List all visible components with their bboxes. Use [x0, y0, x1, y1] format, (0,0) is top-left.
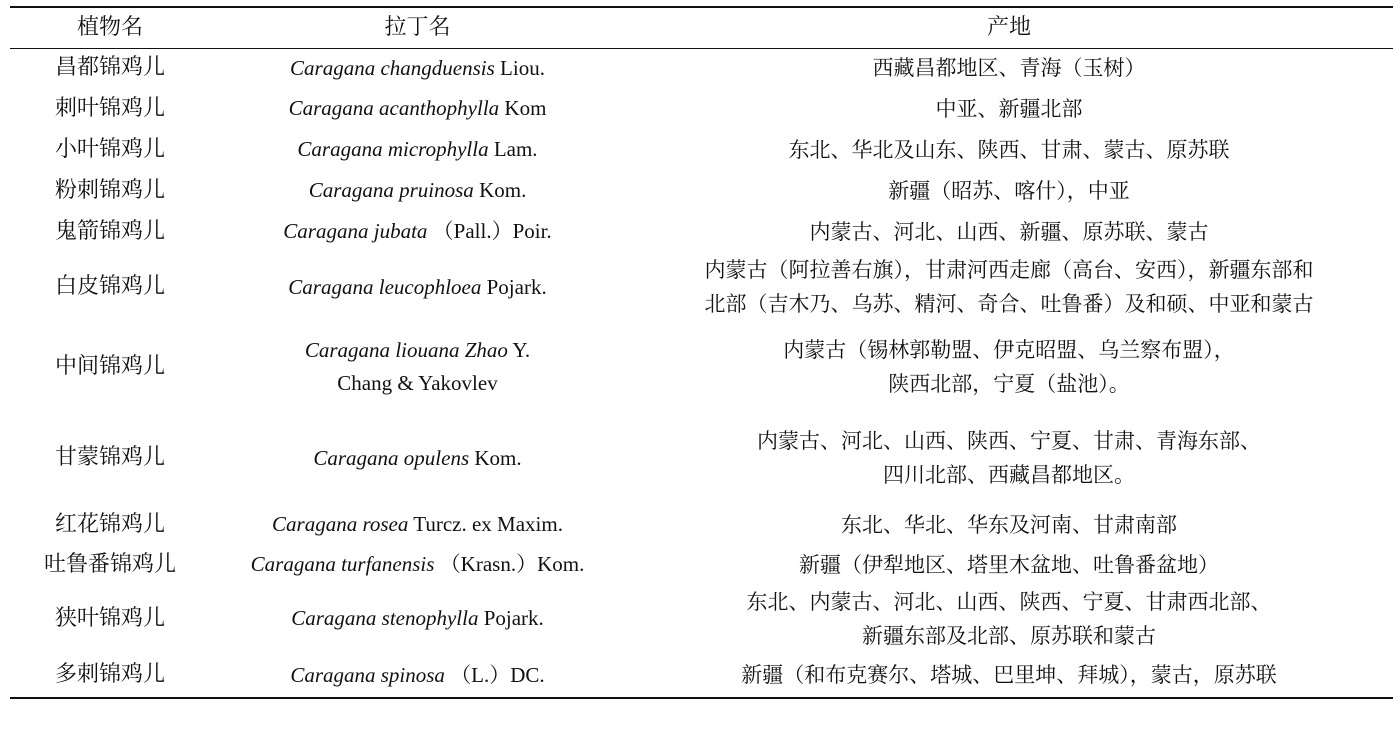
latin-name-cell [210, 322, 625, 412]
latin-author: Pojark. [486, 274, 547, 299]
plant-name-cell: 红花锦鸡儿 [54, 511, 165, 537]
plant-name-cell: 白皮锦鸡儿 [54, 274, 165, 299]
origin-cell [625, 211, 1393, 252]
latin-author: （Pall.）Poir. [432, 219, 552, 243]
origin-line: 中亚、新疆北部 [935, 96, 1083, 121]
latin-author: （Krasn.）Kom. [439, 552, 585, 576]
origin-cell [625, 129, 1393, 170]
latin-name-cell [210, 129, 625, 170]
origin-line: 新疆（和布克赛尔、塔城、巴里坤、拜城），蒙古，原苏联 [741, 663, 1277, 687]
latin-author: Kom [504, 96, 547, 120]
header-latin-name: 拉丁名 [210, 7, 625, 48]
origin-line: 内蒙古、河北、山西、新疆、原苏联、蒙古 [809, 219, 1209, 244]
plant-name-cell: 多刺锦鸡儿 [10, 653, 210, 698]
origin-cell [625, 653, 1393, 698]
latin-genus: Caragana [272, 512, 358, 536]
latin-epithet: microphylla [387, 137, 489, 161]
latin-genus: Caragana [290, 55, 376, 80]
latin-author: Kom. [474, 445, 522, 470]
plant-name-cell: 甘蒙锦鸡儿 [54, 445, 165, 470]
origin-cell [625, 88, 1393, 129]
origin-line: 新疆东部及北部、原苏联和蒙古 [862, 623, 1156, 648]
latin-genus: Caragana [288, 274, 374, 299]
origin-cell [625, 322, 1393, 412]
latin-name-cell [210, 88, 625, 129]
latin-author: （L.）DC. [450, 662, 545, 687]
latin-epithet: rosea [362, 512, 409, 536]
plant-name-cell: 小叶锦鸡儿 [54, 136, 165, 162]
latin-genus: Caragana [308, 178, 394, 202]
latin-genus: Caragana [283, 219, 369, 243]
origin-cell [625, 170, 1393, 211]
latin-author: Turcz. ex Maxim. [413, 512, 563, 536]
latin-epithet: turfanensis [341, 552, 435, 576]
latin-author: Liou. [500, 55, 545, 80]
origin-line: 内蒙古（阿拉善右旗），甘肃河西走廊（高台、安西），新疆东部和 [704, 258, 1314, 282]
origin-line: 四川北部、西藏昌都地区。 [883, 463, 1135, 487]
latin-name-cell [210, 211, 625, 252]
origin-line: 东北、华北、华东及河南、甘肃南部 [841, 512, 1177, 537]
latin-epithet: spinosa [380, 662, 445, 687]
latin-epithet: changduensis [380, 55, 495, 80]
table-row [10, 211, 1393, 252]
latin-epithet: liouana Zhao [395, 338, 508, 362]
plant-name-cell: 刺叶锦鸡儿 [54, 95, 165, 121]
latin-genus: Caragana [250, 552, 336, 576]
table-row [10, 653, 1393, 698]
species-table-container [10, 6, 1393, 699]
latin-name-cell [210, 584, 625, 653]
latin-epithet: stenophylla [381, 606, 479, 630]
latin-epithet: jubata [373, 219, 428, 243]
table-row [10, 48, 1393, 88]
origin-line: 内蒙古、河北、山西、陕西、宁夏、甘肃、青海东部、 [757, 429, 1261, 453]
header-plant-name: 植物名 [10, 7, 210, 48]
table-row [10, 322, 1393, 412]
latin-name-cell [210, 252, 625, 322]
origin-line: 陕西北部，宁夏（盐池）。 [888, 372, 1130, 396]
latin-name-cell [210, 504, 625, 545]
table-row [10, 88, 1393, 129]
origin-cell [625, 545, 1393, 584]
origin-line: 内蒙古（锡林郭勒盟、伊克昭盟、乌兰察布盟）， [783, 338, 1235, 362]
latin-genus: Caragana [288, 96, 374, 120]
latin-author: Kom. [479, 178, 527, 202]
origin-cell [625, 412, 1393, 504]
latin-genus: Caragana [297, 137, 383, 161]
plant-name-cell: 中间锦鸡儿 [54, 354, 165, 379]
latin-name-cell [210, 48, 625, 88]
latin-epithet: opulens [403, 445, 470, 470]
origin-cell [625, 504, 1393, 545]
plant-name-cell: 狭叶锦鸡儿 [54, 605, 165, 631]
table-row [10, 129, 1393, 170]
table-row [10, 584, 1393, 653]
table-row [10, 412, 1393, 504]
origin-cell [625, 584, 1393, 653]
plant-name-cell: 粉刺锦鸡儿 [54, 177, 165, 203]
table-row [10, 545, 1393, 584]
origin-cell [625, 48, 1393, 88]
origin-cell [625, 252, 1393, 322]
latin-epithet: leucophloea [378, 274, 482, 299]
latin-name-cell [210, 170, 625, 211]
origin-line: 东北、华北及山东、陕西、甘肃、蒙古、原苏联 [788, 137, 1230, 162]
latin-genus: Caragana [304, 338, 391, 362]
plant-name-cell: 昌都锦鸡儿 [54, 55, 165, 81]
latin-name-cell [210, 412, 625, 504]
table-row [10, 504, 1393, 545]
header-origin: 产地 [625, 7, 1393, 48]
table-row [10, 252, 1393, 322]
table-header-row [10, 7, 1393, 48]
latin-author: Y. [512, 338, 531, 362]
latin-name-cell [210, 545, 625, 584]
latin-author: Lam. [493, 137, 538, 161]
origin-line: 东北、内蒙古、河北、山西、陕西、宁夏、甘肃西北部、 [746, 589, 1272, 614]
latin-genus: Caragana [290, 662, 376, 687]
latin-author: Pojark. [483, 606, 544, 630]
species-table [10, 6, 1393, 699]
latin-epithet: pruinosa [399, 178, 474, 202]
latin-genus: Caragana [313, 445, 399, 470]
origin-line: 新疆（伊犁地区、塔里木盆地、吐鲁番盆地） [799, 552, 1219, 577]
latin-author-continued: Chang & Yakovlev [337, 371, 498, 395]
latin-name-cell [210, 653, 625, 698]
table-row [10, 170, 1393, 211]
latin-genus: Caragana [291, 606, 377, 630]
origin-line: 新疆（昭苏、喀什），中亚 [888, 178, 1130, 203]
latin-epithet: acanthophylla [379, 96, 500, 120]
plant-name-cell: 鬼箭锦鸡儿 [54, 218, 165, 244]
plant-name-cell: 吐鲁番锦鸡儿 [43, 551, 176, 577]
origin-line: 西藏昌都地区、青海（玉树） [872, 56, 1146, 81]
origin-line: 北部（吉木乃、乌苏、精河、奇合、吐鲁番）及和硕、中亚和蒙古 [704, 292, 1314, 316]
